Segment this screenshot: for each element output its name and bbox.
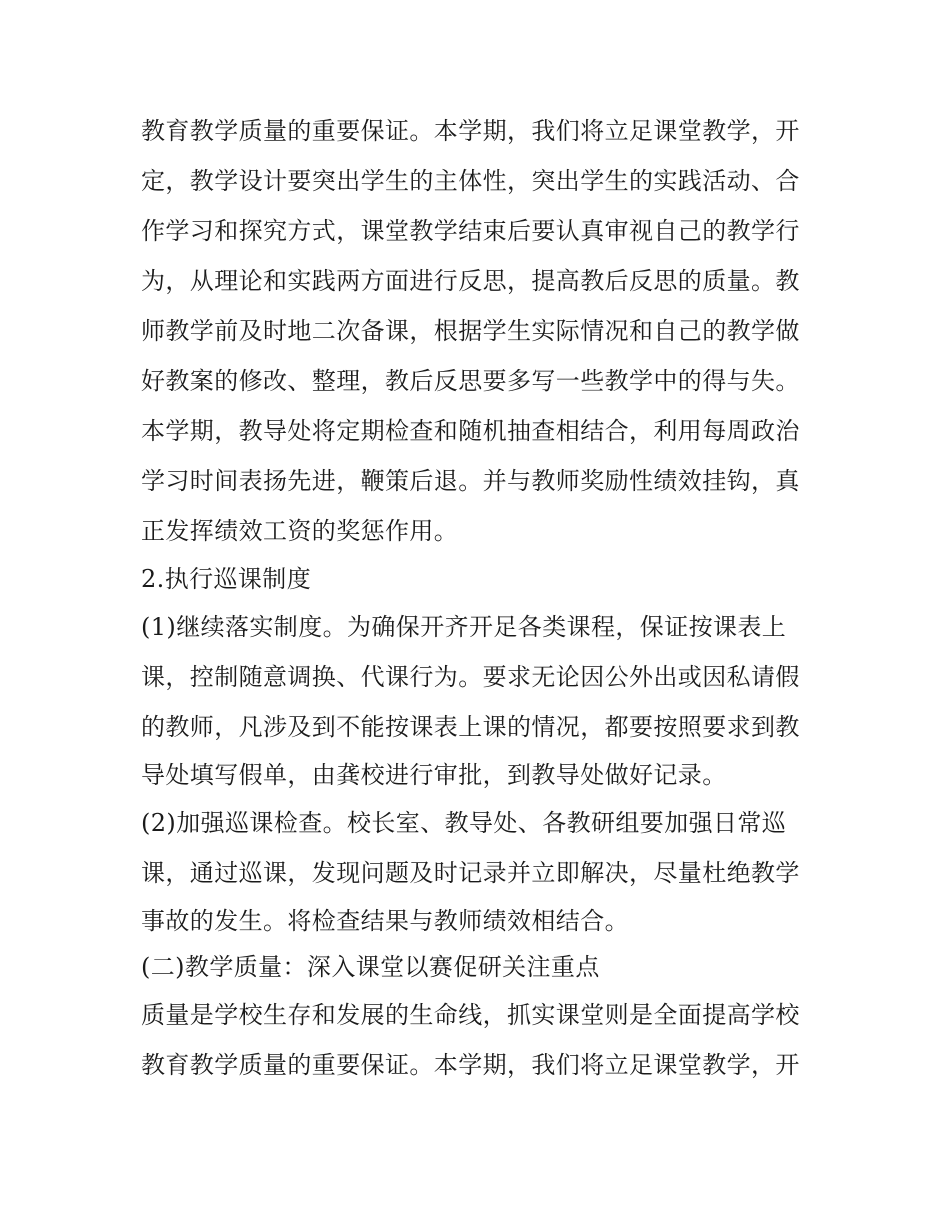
text-line: 作学习和探究方式，课堂教学结束后要认真审视自己的教学行 [141, 217, 800, 245]
text-line: 正发挥绩效工资的奖惩作用。 [141, 517, 459, 545]
text-line: 定，教学设计要突出学生的主体性，突出学生的实践活动、合 [141, 167, 800, 195]
document-body [141, 106, 821, 1090]
text-line: 为，从理论和实践两方面进行反思，提高教后反思的质量。教 [141, 267, 800, 295]
text-line: 课，通过巡课，发现问题及时记录并立即解决，尽量杜绝教学 [141, 859, 800, 887]
text-line: 学习时间表扬先进，鞭策后退。并与教师奖励性绩效挂钩，真 [141, 467, 800, 495]
section-heading: (二)教学质量：深入课堂以赛促研关注重点 [141, 953, 600, 981]
text-line: 的教师，凡涉及到不能按课表上课的情况，都要按照要求到教 [141, 713, 800, 741]
text-line: (1)继续落实制度。为确保开齐开足各类课程，保证按课表上 [141, 613, 787, 641]
section-heading: 2.执行巡课制度 [141, 565, 312, 593]
text-line: (2)加强巡课检查。校长室、教导处、各教研组要加强日常巡 [141, 809, 787, 837]
text-line: 课，控制随意调换、代课行为。要求无论因公外出或因私请假 [141, 663, 800, 691]
text-line: 质量是学校生存和发展的生命线，抓实课堂则是全面提高学校 [141, 1001, 800, 1029]
text-line: 教育教学质量的重要保证。本学期，我们将立足课堂教学，开 [141, 117, 800, 145]
text-line: 导处填写假单，由龚校进行审批，到教导处做好记录。 [141, 761, 727, 789]
text-line: 教育教学质量的重要保证。本学期，我们将立足课堂教学，开 [141, 1051, 800, 1079]
text-line: 师教学前及时地二次备课，根据学生实际情况和自己的教学做 [141, 317, 800, 345]
text-line: 本学期，教导处将定期检查和随机抽查相结合，利用每周政治 [141, 417, 800, 445]
text-line: 好教案的修改、整理，教后反思要多写一些教学中的得与失。 [141, 367, 800, 395]
text-line: 事故的发生。将检查结果与教师绩效相结合。 [141, 907, 629, 935]
